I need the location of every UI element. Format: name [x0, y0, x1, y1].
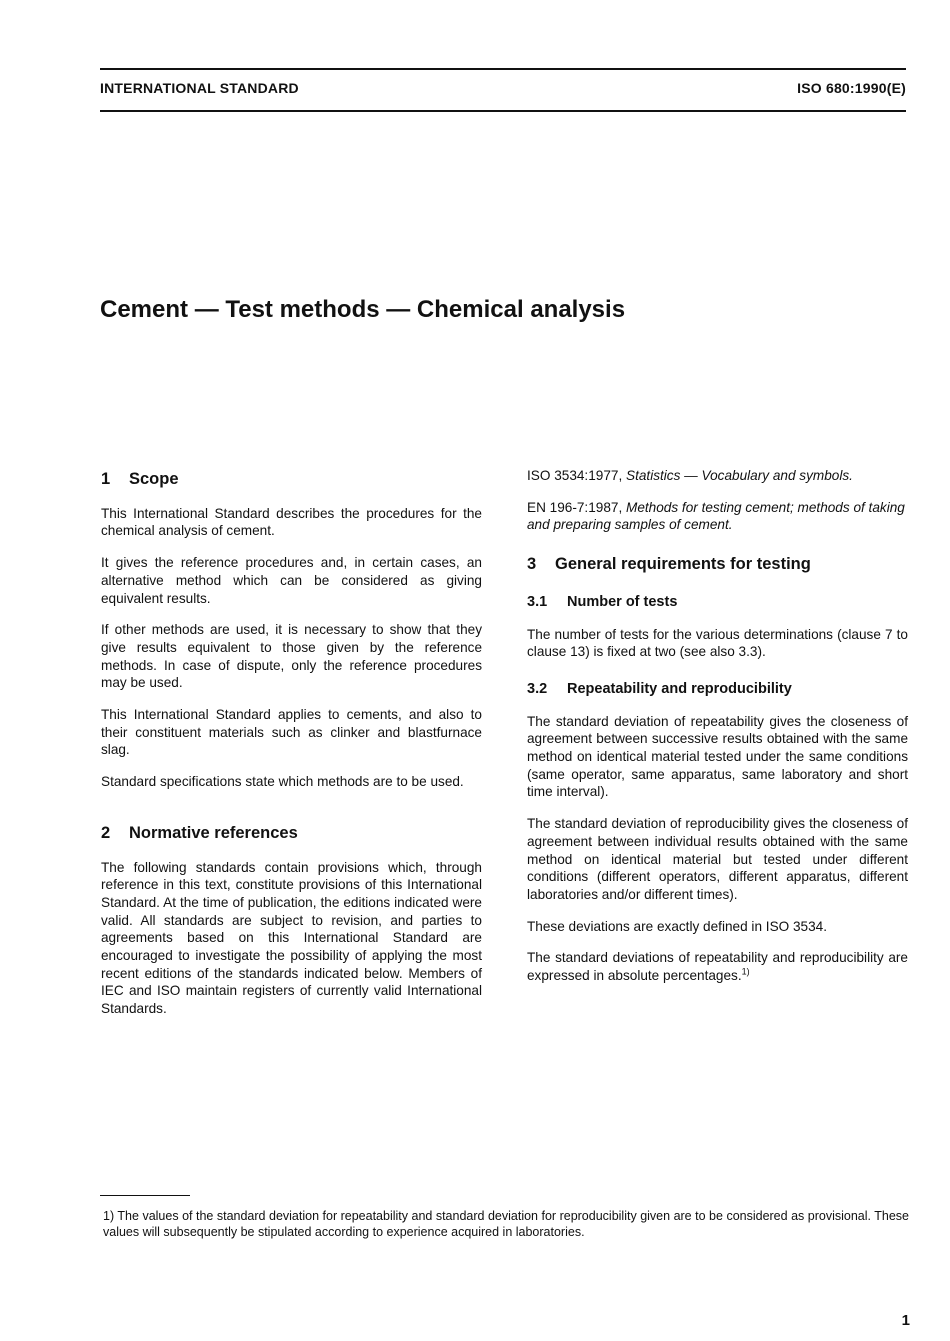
paragraph: If other methods are used, it is necessary to show that they give results equivalent to those given by the reference methods. In case of dispute, only the reference procedures may be used.	[101, 622, 482, 691]
footnote-text: The values of the standard deviation for repeatability and standard deviation for reproducibility given are to be considered as provisional. These values will subsequently be stipulated according to experience acquired in laboratories.	[103, 1209, 910, 1239]
paragraph: The following standards contain provisions which, through reference in this text, constitute provisions of this International Standard. At the time of publication, the editions indicated were valid. All standards are subject to revision, and parties to agreements based on this International Standard are encouraged to investigate the possibility of applying the most recent editions of the standards indicated below. Members of IEC and ISO maintain registers of currently valid International Standards.	[101, 859, 482, 1017]
document-title: Cement — Test methods — Chemical analysis	[100, 296, 626, 323]
paragraph: Standard specifications state which methods are to be used.	[101, 774, 464, 790]
reference-item	[527, 467, 908, 485]
subsection-title: Number of tests	[567, 593, 678, 610]
section-1-heading	[101, 471, 482, 489]
paragraph: It gives the reference procedures and, in certain cases, an alternative method which can be considered as giving equivalent results.	[101, 555, 482, 606]
reference-code: ISO 3534:1977,	[527, 468, 623, 483]
subsection-number: 3.2	[527, 680, 548, 697]
paragraph: The number of tests for the various determinations (clause 7 to clause 13) is fixed at two (see also 3.3).	[527, 626, 908, 660]
subsection-number: 3.1	[527, 593, 548, 610]
document-type-label: INTERNATIONAL STANDARD	[100, 80, 299, 96]
subsection-title: Repeatability and reproducibility	[567, 680, 792, 697]
section-number: 2	[101, 823, 111, 842]
subsection-3-1-heading	[527, 594, 908, 612]
paragraph: This International Standard applies to cements, and also to their constituent materials such as clinker and blastfurnace slag.	[101, 707, 482, 758]
section-number: 1	[101, 470, 111, 488]
page-number: 1	[901, 1312, 910, 1329]
standard-number: ISO 680:1990(E)	[797, 80, 906, 96]
section-title: General requirements for testing	[555, 555, 811, 574]
footnote-rule	[100, 1195, 190, 1196]
paragraph: The standard deviation of repeatability gives the closeness of agreement between successive results obtained with the same method on identical material tested under the same conditions (same operator, same apparatus, same laboratory and short time interval).	[527, 713, 908, 800]
reference-title: Methods for testing cement; methods of taking and preparing samples of cement.	[527, 499, 905, 533]
reference-title: Statistics — Vocabulary and symbols.	[626, 468, 853, 483]
section-number: 3	[527, 555, 537, 574]
footnote	[103, 1208, 909, 1240]
paragraph: These deviations are exactly defined in ISO 3534.	[527, 918, 827, 934]
left-column	[101, 471, 482, 1032]
section-title: Scope	[129, 470, 179, 488]
paragraph	[527, 949, 908, 984]
section-title: Normative references	[129, 823, 298, 842]
section-3-heading	[527, 556, 908, 574]
header-top-rule	[100, 68, 906, 70]
header-bottom-rule	[100, 110, 906, 112]
reference-item	[527, 499, 908, 534]
footnote-reference[interactable]: 1)	[741, 966, 750, 977]
paragraph: This International Standard describes the procedures for the chemical analysis of cement.	[101, 505, 482, 539]
footnote-marker: 1)	[103, 1209, 115, 1223]
paragraph-text: The standard deviations of repeatability and reproducibility are expressed in absolute percentages.	[527, 950, 908, 984]
reference-code: EN 196-7:1987,	[527, 499, 623, 515]
subsection-3-2-heading	[527, 681, 908, 699]
right-column	[527, 467, 908, 999]
paragraph: The standard deviation of reproducibility gives the closeness of agreement between individual results obtained with the same method on identical material but tested under different conditions (different operators, different apparatus, different laboratories and/or different times).	[527, 816, 908, 902]
section-2-heading	[101, 825, 482, 843]
